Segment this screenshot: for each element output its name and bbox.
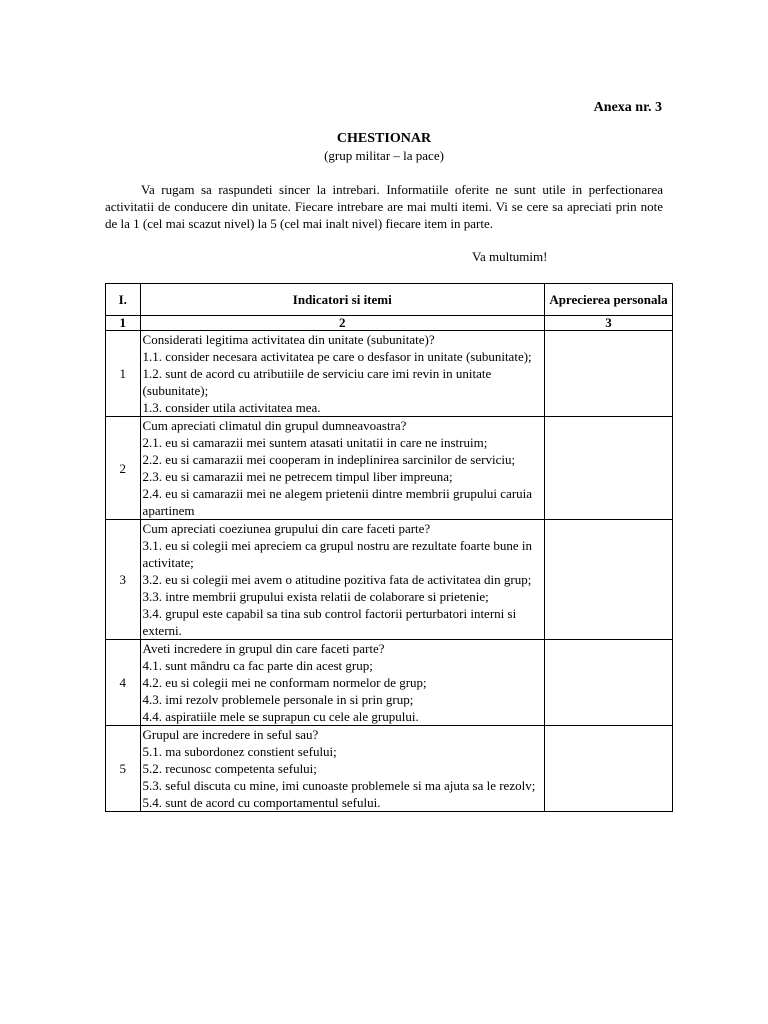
row-number: 2 (106, 417, 141, 520)
column-number-row (106, 316, 673, 331)
row-question: Cum apreciati climatul din grupul dumneavoastra? (142, 418, 407, 433)
row-item: 4.3. imi rezolv problemele personale in si prin grup; (142, 692, 414, 707)
table-header-row (106, 284, 673, 316)
header-index: I. (106, 284, 141, 316)
row-question: Aveti incredere in grupul din care faceti parte? (142, 641, 385, 656)
row-content (140, 640, 544, 726)
row-item: 3.3. intre membrii grupului exista relatii de colaborare si prietenie; (142, 589, 489, 604)
column-number: 2 (140, 316, 544, 331)
row-item: 5.2. recunosc competenta sefului; (142, 761, 317, 776)
rating-cell[interactable] (544, 417, 672, 520)
row-content (140, 331, 544, 417)
rating-cell[interactable] (544, 331, 672, 417)
table-row (106, 726, 673, 812)
row-content (140, 417, 544, 520)
row-item: 3.1. eu si colegii mei apreciem ca grupul nostru are rezultate foarte bune in activitate; (142, 538, 533, 570)
header-indicators: Indicatori si itemi (140, 284, 544, 316)
annex-label: Anexa nr. 3 (593, 100, 662, 115)
row-item: 1.2. sunt de acord cu atributiile de serviciu care imi revin in unitate (subunitate); (142, 366, 492, 398)
thanks-line: Va multumim! (472, 249, 548, 264)
row-item: 5.1. ma subordonez constient sefului; (142, 744, 337, 759)
table-row (106, 331, 673, 417)
questionnaire-table (105, 283, 673, 812)
rating-cell[interactable] (544, 520, 672, 640)
row-content (140, 520, 544, 640)
row-item: 4.4. aspiratiile mele se suprapun cu cele ale grupului. (142, 709, 419, 724)
row-question: Considerati legitima activitatea din unitate (subunitate)? (142, 332, 435, 347)
header-rating: Aprecierea personala (544, 284, 672, 316)
intro-paragraph: Va rugam sa raspundeti sincer la intrebari. Informatiile oferite ne sunt utile in perfectionarea activitatii de conducere din unitate. Fiecare intrebare are mai multi itemi. Vi se cere sa apreciati prin note de la 1 (cel mai scazut nivel) la 5 (cel mai inalt nivel) fiecare item in parte. (105, 182, 663, 231)
row-item: 1.1. consider necesara activitatea pe care o desfasor in unitate (subunitate); (142, 349, 532, 364)
row-content (140, 726, 544, 812)
row-item: 2.3. eu si camarazii mei ne petrecem timpul liber impreuna; (142, 469, 453, 484)
document-subtitle: (grup militar – la pace) (324, 148, 444, 163)
table-row (106, 417, 673, 520)
row-item: 2.4. eu si camarazii mei ne alegem prietenii dintre membrii grupului caruia apartinem (142, 486, 533, 518)
row-item: 4.1. sunt mândru ca fac parte din acest grup; (142, 658, 373, 673)
row-question: Grupul are incredere in seful sau? (142, 727, 319, 742)
row-item: 5.4. sunt de acord cu comportamentul sefului. (142, 795, 381, 810)
row-number: 1 (106, 331, 141, 417)
row-number: 3 (106, 520, 141, 640)
table-row (106, 520, 673, 640)
column-number: 1 (106, 316, 141, 331)
row-question: Cum apreciati coeziunea grupului din care faceti parte? (142, 521, 431, 536)
row-item: 1.3. consider utila activitatea mea. (142, 400, 321, 415)
row-item: 3.4. grupul este capabil sa tina sub control factorii perturbatori interni si externi. (142, 606, 517, 638)
rating-cell[interactable] (544, 640, 672, 726)
row-number: 4 (106, 640, 141, 726)
column-number: 3 (544, 316, 672, 331)
row-item: 2.1. eu si camarazii mei suntem atasati unitatii in care ne instruim; (142, 435, 488, 450)
row-item: 2.2. eu si camarazii mei cooperam in indeplinirea sarcinilor de serviciu; (142, 452, 516, 467)
row-number: 5 (106, 726, 141, 812)
row-item: 5.3. seful discuta cu mine, imi cunoaste problemele si ma ajuta sa le rezolv; (142, 778, 536, 793)
row-item: 4.2. eu si colegii mei ne conformam normelor de grup; (142, 675, 427, 690)
document-title: CHESTIONAR (336, 131, 432, 146)
row-item: 3.2. eu si colegii mei avem o atitudine pozitiva fata de activitatea din grup; (142, 572, 532, 587)
table-row (106, 640, 673, 726)
rating-cell[interactable] (544, 726, 672, 812)
